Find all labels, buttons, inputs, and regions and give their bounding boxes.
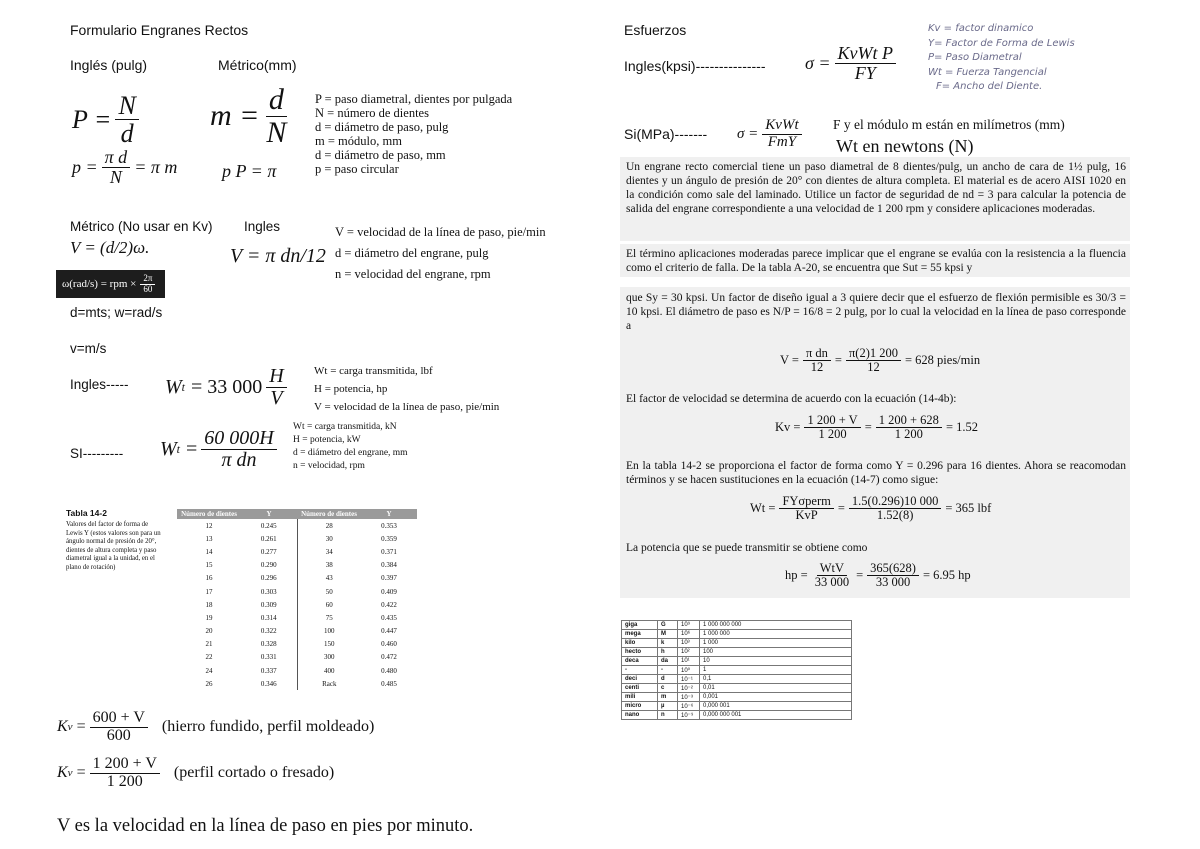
equation-wt-si: W t = $\frac{60 000H}{\text{π dn}}$ xyxy=(160,428,281,471)
equation-diametral-pitch: P = $\frac{N}{d}$ xyxy=(72,92,143,148)
equation-velocity-ingles: V = π dn/12 xyxy=(230,245,326,267)
table-cell: 19 xyxy=(205,613,213,622)
table-cell: 0.337 xyxy=(260,666,277,675)
table-row xyxy=(177,598,417,611)
table-cell: nano xyxy=(622,711,658,720)
table-cell: m xyxy=(658,693,678,702)
table-cell: 0,01 xyxy=(700,684,852,693)
table-cell: 400 xyxy=(297,664,361,677)
handwritten-notes: Kv = factor dinamico Y= Factor de Forma de Lewis P= Paso Diametral Wt = Fuerza Tangencial F= Ancho del Diente. xyxy=(928,23,1075,92)
table-cell: 0.296 xyxy=(260,574,277,583)
table-cell: 21 xyxy=(205,640,213,649)
table-cell: 17 xyxy=(205,587,213,596)
ingles-velocity-label: Ingles xyxy=(244,219,281,234)
table-cell: 10⁻⁹ xyxy=(678,711,700,720)
table-cell: h xyxy=(658,648,678,657)
table-cell: 0,000 001 xyxy=(700,702,852,711)
table-cell: k xyxy=(658,639,678,648)
wt-si-label: SI--------- xyxy=(70,446,124,461)
table-cell: 10⁶ xyxy=(678,630,700,639)
equation-circular-pitch: p = $\frac{\text{π d}}{N}$ = π m xyxy=(72,147,178,187)
table-row xyxy=(622,675,852,684)
table-row xyxy=(177,532,417,545)
table-cell: 0.245 xyxy=(260,521,277,530)
table-cell: - xyxy=(658,666,678,675)
table-cell: - xyxy=(622,666,658,675)
table-cell: 0.353 xyxy=(381,521,397,530)
equation-velocity-metric: V = (d/2)ω. xyxy=(70,238,150,257)
units-note-2: v=m/s xyxy=(70,341,107,356)
table-cell: 0.309 xyxy=(260,600,277,609)
table-cell: 16 xyxy=(205,574,213,583)
table-row xyxy=(177,611,417,624)
table-cell: mili xyxy=(622,693,658,702)
definitions-wt-si: Wt = carga transmitida, kN H = potencia, kW d = diámetro del engrane, mm n = velocidad, rpm xyxy=(293,422,408,471)
table-cell: 34 xyxy=(297,545,361,558)
table-cell: giga xyxy=(622,621,658,630)
table-cell: kilo xyxy=(622,639,658,648)
table-cell: 10⁻⁶ xyxy=(678,702,700,711)
table-cell: 0.314 xyxy=(260,613,277,622)
table-cell: deca xyxy=(622,657,658,666)
table-cell: centi xyxy=(622,684,658,693)
equation-kv-cut: K v = $\frac{1 200 + V}{1 200}$ (perfil cortado o fresado) xyxy=(57,755,335,790)
table-cell: µ xyxy=(658,702,678,711)
example-paragraph-5: En la tabla 14-2 se proporciona el factor de forma como Y = 0.296 para 16 dientes. Ahora se reacomodan términos y se hacen sustituciones en la ecuación (14-7) como sigue: xyxy=(626,460,1126,486)
table-cell: 100 xyxy=(700,648,852,657)
equation-pitch-product: p P = π xyxy=(222,161,277,181)
table-cell: 0.331 xyxy=(260,653,277,662)
table-cell: 0.303 xyxy=(260,587,277,596)
page-title: Formulario Engranes Rectos xyxy=(70,22,249,38)
si-prefix-table xyxy=(621,620,852,720)
table-cell: mega xyxy=(622,630,658,639)
example-paragraph-3: que Sy = 30 kpsi. Un factor de diseño igual a 3 quiere decir que el esfuerzo de flexión permisible es 30/3 = 10 kpsi. El diámetro de paso es N/P = 16/8 = 2 pulg, por lo cual la velocidad en la línea de paso corresponde a xyxy=(626,292,1126,332)
lewis-factor-table: Número de dientes Y Número de dientes Y 12 0.245 28 0.353 13 0.261 30 0.359 14 0.277 34 0.371 15 0.290 38 0.384 16 0.296 43 0.397 17 0.303 50 0.409 18 0.309 60 0.422 19 0.314 75 0.435 20 0.322 100 0.447 21 0.328 150 0.460 22 0.331 300 0.472 24 0.337 400 0.480 26 0.346 Rack 0.485 xyxy=(177,509,417,690)
equation-module: m = $\frac{d}{N}$ xyxy=(210,83,287,149)
ingles-label: Inglés (pulg) xyxy=(70,57,148,73)
table-cell: c xyxy=(658,684,678,693)
table-cell: 10⁻¹ xyxy=(678,675,700,684)
table-cell: 22 xyxy=(205,653,213,662)
table-row xyxy=(622,648,852,657)
table-cell: 0.261 xyxy=(260,534,277,543)
table-row xyxy=(622,630,852,639)
table-cell: 14 xyxy=(205,547,213,556)
equation-velocity-example: V = $\frac{\text{π dn}}{12}$ = $\frac{\pi(2)1 200}{12}$ = 628 pies/min xyxy=(780,346,981,375)
table-cell: 75 xyxy=(297,611,361,624)
table-row xyxy=(177,519,417,532)
table-cell: 10⁻² xyxy=(678,684,700,693)
table-cell: deci xyxy=(622,675,658,684)
table-cell: G xyxy=(658,621,678,630)
example-statement: Un engrane recto comercial tiene un paso diametral de 8 dientes/pulg, un ancho de cara de 1½ pulg, 16 dientes y un ángulo de presión de 20° con dientes de altura completa. El material es de acero AISI 1020 en la condición como sale del laminado. Utilice un factor de seguridad de nd = 3 para calcular la potencia de salida del engrane correspondiente a una velocidad de 1 200 rpm y considere aplicaciones moderadas. xyxy=(626,161,1126,215)
table-row xyxy=(622,684,852,693)
table-row xyxy=(177,572,417,585)
table-cell: da xyxy=(658,657,678,666)
table-cell: n xyxy=(658,711,678,720)
table-cell: 38 xyxy=(297,559,361,572)
table-row xyxy=(177,585,417,598)
si-note-newtons: Wt en newtons (N) xyxy=(836,136,974,156)
esfuerzos-title: Esfuerzos xyxy=(624,22,687,38)
divider xyxy=(620,277,1130,287)
table-cell: 150 xyxy=(297,638,361,651)
table-cell: 12 xyxy=(205,521,213,530)
si-mpa-label: Si(MPa)------- xyxy=(624,126,708,142)
table-cell: 10¹ xyxy=(678,657,700,666)
table-cell: 0.447 xyxy=(381,627,397,636)
table-cell: 20 xyxy=(205,627,213,636)
table-cell: 10⁻³ xyxy=(678,693,700,702)
table-cell: M xyxy=(658,630,678,639)
si-note-mm: F y el módulo m están en milímetros (mm) xyxy=(833,117,1065,132)
table-row xyxy=(177,638,417,651)
equation-hp-example: hp = $\frac{\text{WtV}}{33 000}$ = $\frac{365(628)}{33 000}$ = 6.95 hp xyxy=(785,561,971,590)
table-cell: 30 xyxy=(297,532,361,545)
table-cell: hecto xyxy=(622,648,658,657)
table-cell: 0.359 xyxy=(381,534,397,543)
metrico-label: Métrico(mm) xyxy=(218,57,297,73)
table-row xyxy=(622,621,852,630)
table-cell: 18 xyxy=(205,600,213,609)
table-row xyxy=(177,559,417,572)
table-cell: 0.485 xyxy=(381,679,397,688)
table-cell: 100 xyxy=(297,625,361,638)
equation-wt-ingles: W t = 33 000 $\frac{H}{V}$ xyxy=(165,366,291,409)
table-cell: 43 xyxy=(297,572,361,585)
table-cell: 0,1 xyxy=(700,675,852,684)
wt-ingles-label: Ingles----- xyxy=(70,377,129,392)
table-row xyxy=(177,664,417,677)
table-cell: 0,001 xyxy=(700,693,852,702)
metrico-kv-label: Métrico (No usar en Kv) xyxy=(70,219,213,234)
lewis-table-caption: Valores del factor de forma de Lewis Y (estos valores son para un ángulo normal de presión de 20°, dientes de altura completa y paso diametral igual a la unidad, en el plano de rotación) xyxy=(66,521,161,571)
divider xyxy=(620,241,1130,244)
table-cell: 0.480 xyxy=(381,666,397,675)
table-cell: 0.460 xyxy=(381,640,397,649)
units-note-1: d=mts; w=rad/s xyxy=(70,305,163,320)
table-cell: 10² xyxy=(678,648,700,657)
table-cell: 1 000 000 xyxy=(700,630,852,639)
table-row xyxy=(622,702,852,711)
table-cell: 300 xyxy=(297,651,361,664)
table-cell: 10 xyxy=(700,657,852,666)
table-row xyxy=(622,639,852,648)
table-cell: 0.397 xyxy=(381,574,397,583)
table-cell: 10³ xyxy=(678,639,700,648)
equation-sigma-si: σ = $\frac{\text{KvWt}}{\text{FmY}}$ xyxy=(737,118,806,151)
equation-wt-example: Wt = $\frac{\text{FYσperm}}{\text{KvP}}$ = $\frac{1.5(0.296)10 000}{1.52(8)}$ = 365 lbf xyxy=(750,494,992,523)
equation-kv-example: Kv = $\frac{1 200 + V}{1 200}$ = $\frac{1 200 + 628}{1 200}$ = 1.52 xyxy=(775,413,978,442)
lewis-table-title: Tabla 14-2 xyxy=(66,508,107,518)
table-cell: 0.328 xyxy=(260,640,277,649)
table-cell: 60 xyxy=(297,598,361,611)
table-cell: 0.422 xyxy=(381,600,397,609)
table-row xyxy=(622,711,852,720)
table-cell: 0.384 xyxy=(381,561,397,570)
table-cell: 24 xyxy=(205,666,213,675)
velocity-note: V es la velocidad en la línea de paso en pies por minuto. xyxy=(57,816,474,836)
table-cell: d xyxy=(658,675,678,684)
table-row xyxy=(622,666,852,675)
table-cell: 1 000 000 000 xyxy=(700,621,852,630)
equation-kv-cast-iron: K v = $\frac{600 + V}{600}$ (hierro fundido, perfil moldeado) xyxy=(57,709,375,744)
table-row xyxy=(177,545,417,558)
table-cell: 10⁹ xyxy=(678,621,700,630)
table-cell: 10⁰ xyxy=(678,666,700,675)
equation-sigma-ingles: σ = $\frac{\text{KvWt P}}{FY}$ xyxy=(805,44,900,83)
lewis-table-caption-block xyxy=(66,508,162,572)
table-cell: 0.346 xyxy=(260,679,277,688)
table-cell: 0.371 xyxy=(381,547,397,556)
table-cell: 0.277 xyxy=(260,547,277,556)
definitions-velocity: V = velocidad de la línea de paso, pie/min d = diámetro del engrane, pulg n = velocidad del engrane, rpm xyxy=(335,225,546,281)
table-cell: 15 xyxy=(205,561,213,570)
table-cell: 0.290 xyxy=(260,561,277,570)
table-cell: 13 xyxy=(205,534,213,543)
table-cell: Rack xyxy=(297,677,361,690)
table-cell: 1 xyxy=(700,666,852,675)
table-cell: 0.322 xyxy=(260,627,277,636)
table-cell: 0.409 xyxy=(381,587,397,596)
table-cell: 0,000 000 001 xyxy=(700,711,852,720)
table-row xyxy=(622,693,852,702)
example-paragraph-2: El término aplicaciones moderadas parece implicar que el engrane se evalúa con la resistencia a la fluencia como el criterio de falla. De la tabla A-20, se encuentra que Sut = 55 kpsi y xyxy=(626,248,1126,274)
table-cell: 0.435 xyxy=(381,613,397,622)
worked-example-panel xyxy=(620,157,1130,598)
definitions-pitch: P = paso diametral, dientes por pulgada N = número de dientes d = diámetro de paso, pulg m = módulo, mm d = diámetro de paso, mm p = paso circular xyxy=(315,92,513,176)
example-paragraph-6: La potencia que se puede transmitir se obtiene como xyxy=(626,542,868,554)
table-row xyxy=(177,651,417,664)
table-row xyxy=(177,677,417,690)
table-cell: micro xyxy=(622,702,658,711)
table-row xyxy=(622,657,852,666)
table-row xyxy=(177,625,417,638)
ingles-kpsi-label: Ingles(kpsi)--------------- xyxy=(624,58,766,74)
table-cell: 50 xyxy=(297,585,361,598)
example-paragraph-4: El factor de velocidad se determina de acuerdo con la ecuación (14-4b): xyxy=(626,393,957,405)
definitions-wt-ingles: Wt = carga transmitida, lbf H = potencia, hp V = velocidad de la línea de paso, pie/min xyxy=(314,365,500,413)
table-cell: 26 xyxy=(205,679,213,688)
omega-conversion-box: ω(rad/s) = rpm × $\frac{2\pi}{60}$ xyxy=(56,270,165,298)
table-cell: 0.472 xyxy=(381,653,397,662)
table-cell: 1 000 xyxy=(700,639,852,648)
table-cell: 28 xyxy=(297,519,361,532)
